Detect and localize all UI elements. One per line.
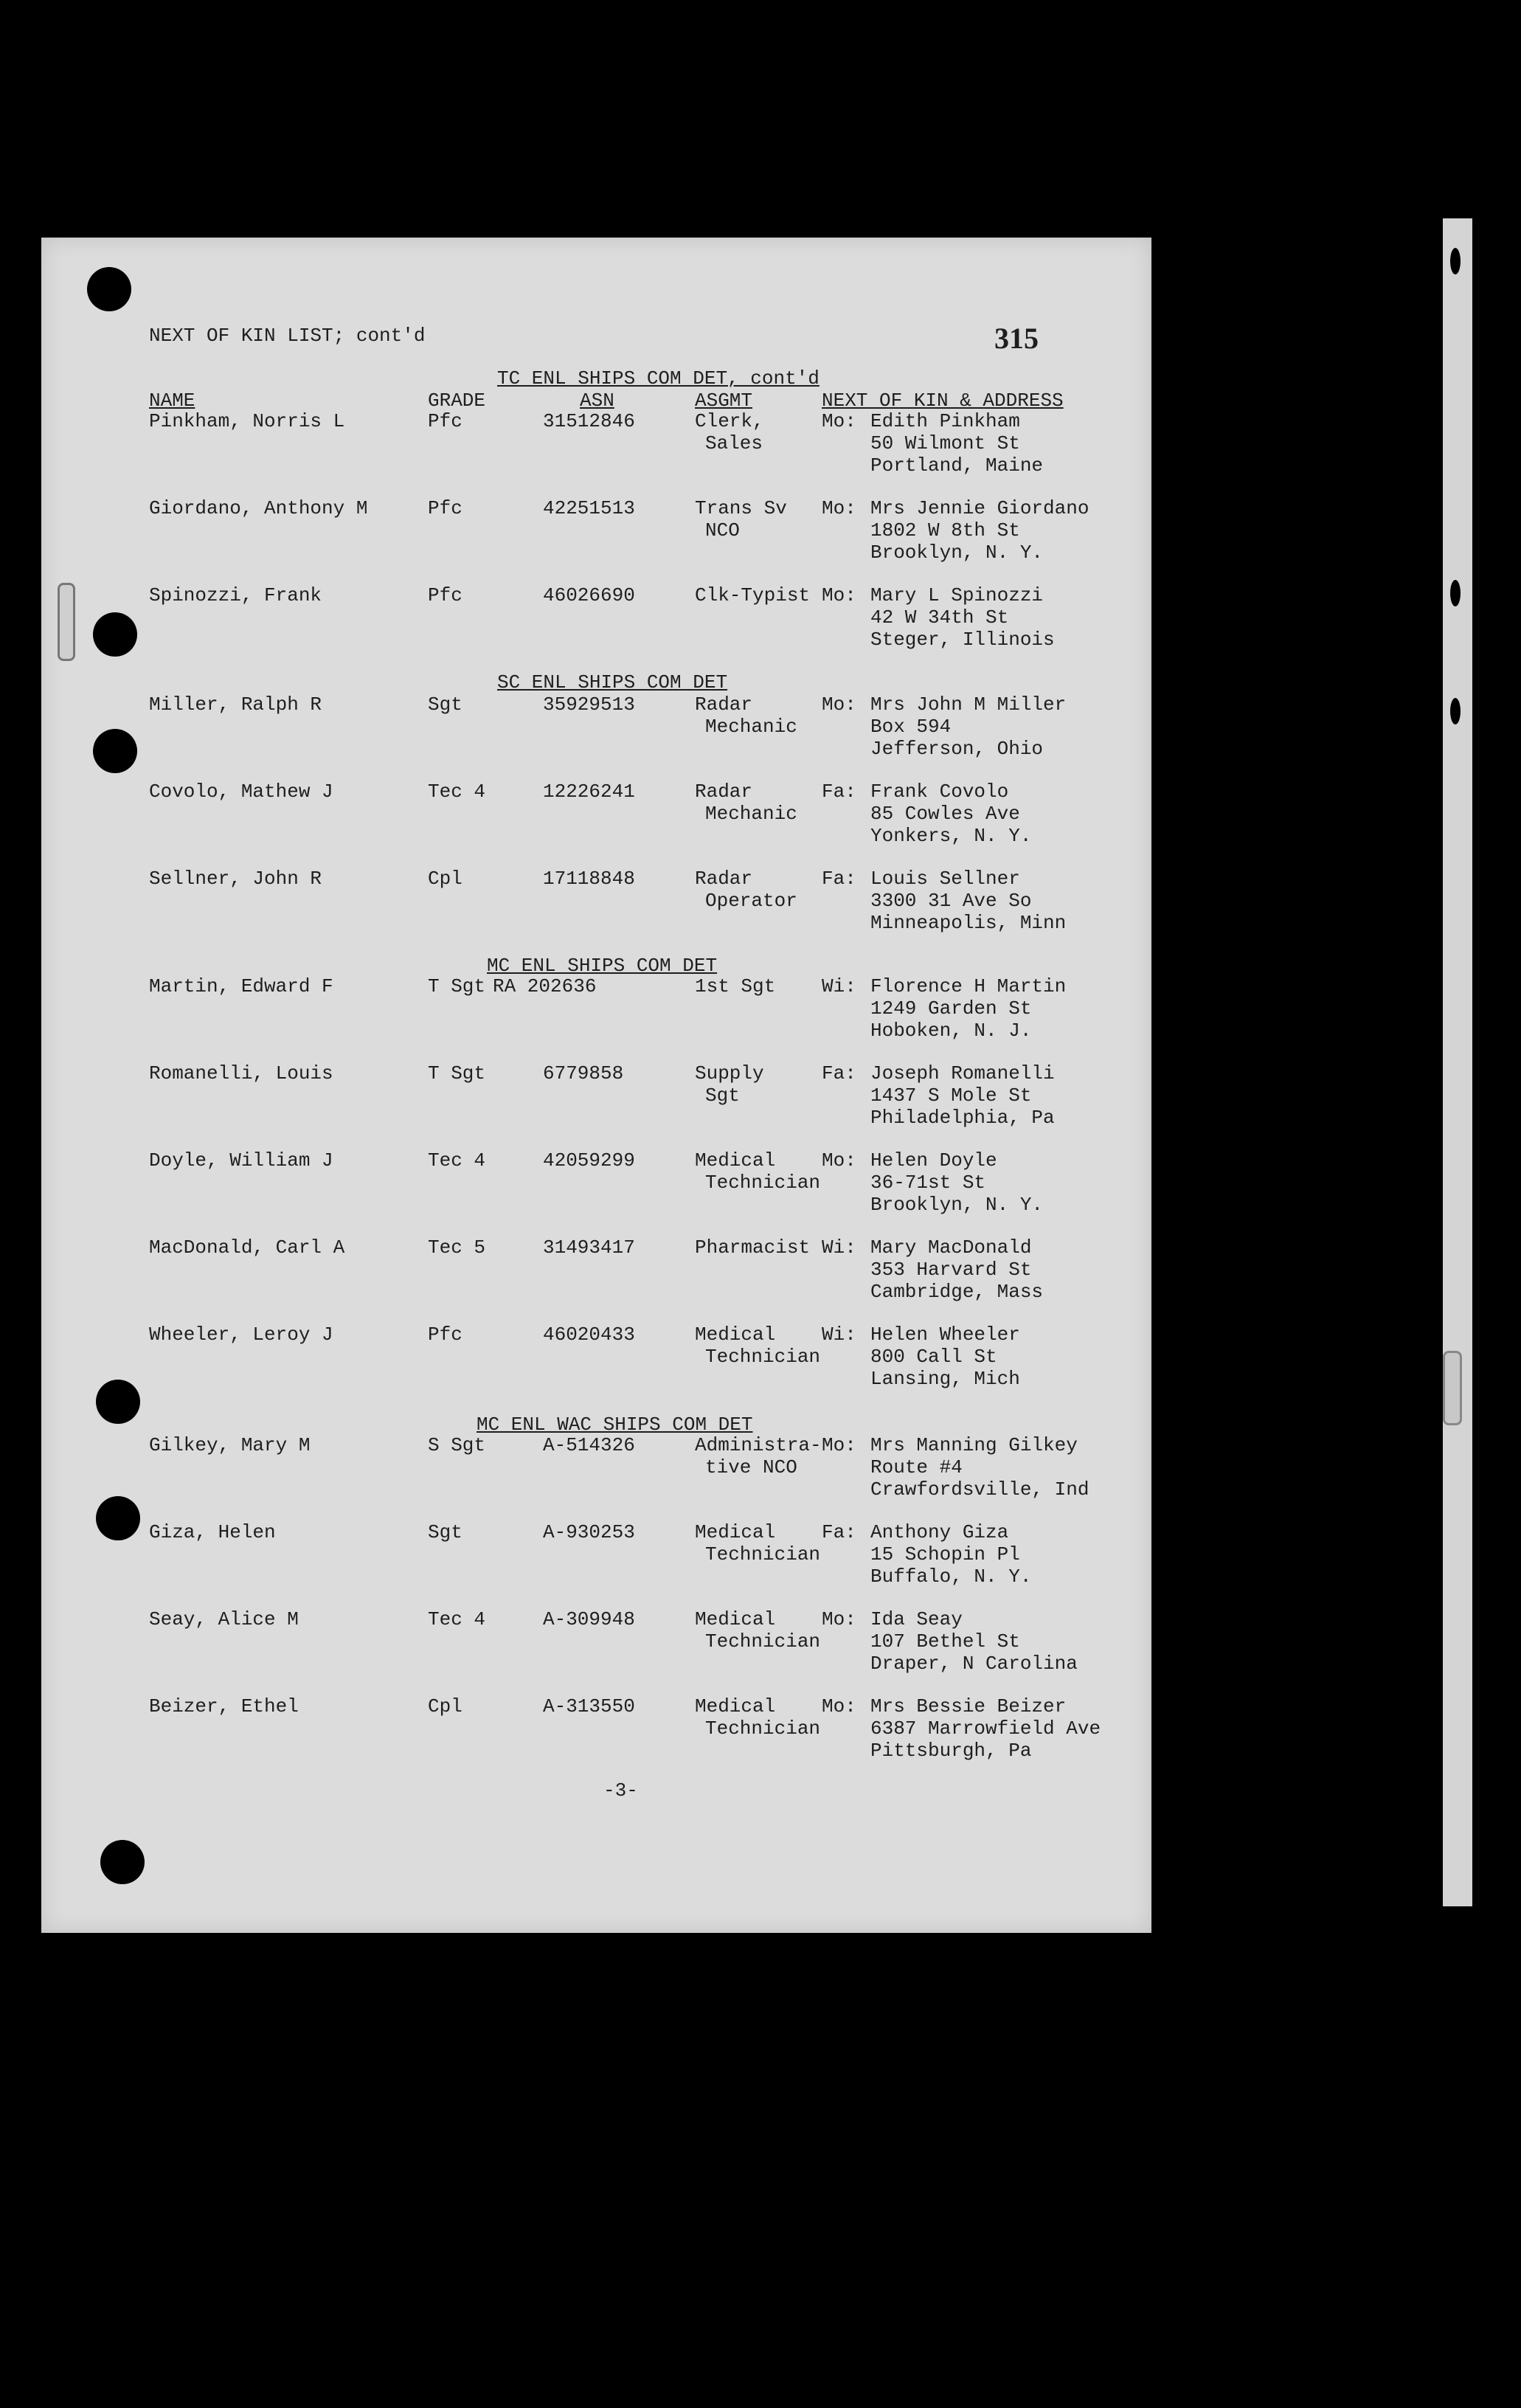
entry-name: Seay, Alice M — [149, 1608, 299, 1630]
entry-name: MacDonald, Carl A — [149, 1236, 345, 1259]
entry-kin-name: Mrs Manning Gilkey — [870, 1434, 1078, 1456]
entry-kin-city: Portland, Maine — [870, 454, 1044, 477]
entry-assignment-line: Medical — [695, 1521, 776, 1543]
entry-assignment-line: Mechanic — [705, 803, 797, 825]
entry-kin-city: Yonkers, N. Y. — [870, 825, 1032, 847]
entry-asn: 46026690 — [543, 584, 635, 606]
entry-grade: T Sgt — [428, 1062, 486, 1084]
entry-assignment-line: Technician — [705, 1346, 821, 1368]
entry-grade: Sgt — [428, 693, 462, 716]
entry-kin-city: Buffalo, N. Y. — [870, 1565, 1032, 1588]
entry-name: Doyle, William J — [149, 1149, 333, 1172]
entry-kin-city: Cambridge, Mass — [870, 1281, 1044, 1303]
column-header-kin: NEXT OF KIN & ADDRESS — [822, 390, 1064, 412]
strip-notch — [1450, 698, 1461, 724]
entry-kin-name: Anthony Giza — [870, 1521, 1009, 1543]
entry-assignment-line: Medical — [695, 1695, 776, 1717]
entry-grade: Tec 4 — [428, 1608, 486, 1630]
entry-name: Sellner, John R — [149, 868, 322, 890]
entry-relation: Fa: — [822, 1521, 856, 1543]
entry-kin-street: 107 Bethel St — [870, 1630, 1020, 1653]
entry-assignment-line: Mechanic — [705, 716, 797, 738]
entry-assignment-line: tive NCO — [705, 1456, 797, 1478]
entry-relation: Mo: — [822, 1608, 856, 1630]
entry-asn: 46020433 — [543, 1324, 635, 1346]
entry-assignment-line: Medical — [695, 1608, 776, 1630]
entry-name: Miller, Ralph R — [149, 693, 322, 716]
entry-kin-city: Crawfordsville, Ind — [870, 1478, 1089, 1501]
entry-asn: 42251513 — [543, 497, 635, 519]
entry-kin-name: Helen Wheeler — [870, 1324, 1020, 1346]
section-title-mcwac: MC ENL WAC SHIPS COM DET — [477, 1414, 753, 1436]
entry-grade: Sgt — [428, 1521, 462, 1543]
entry-grade: Cpl — [428, 1695, 462, 1717]
section-title-mc: MC ENL SHIPS COM DET — [487, 955, 718, 977]
entry-relation: Mo: — [822, 693, 856, 716]
punch-hole — [96, 1380, 140, 1424]
entry-kin-street: 1249 Garden St — [870, 997, 1032, 1020]
paper-clip — [58, 583, 75, 661]
entry-asn: 6779858 — [543, 1062, 624, 1084]
strip-notch — [1450, 580, 1461, 606]
strip-clip — [1443, 1351, 1462, 1425]
entry-grade: T Sgt — [428, 975, 486, 997]
entry-assignment-line: Pharmacist — [695, 1236, 811, 1259]
entry-kin-city: Brooklyn, N. Y. — [870, 1194, 1044, 1216]
entry-assignment-line: Administra- — [695, 1434, 822, 1456]
punch-hole — [96, 1496, 140, 1540]
punch-hole — [87, 267, 131, 311]
entry-name: Romanelli, Louis — [149, 1062, 333, 1084]
page-number: 315 — [994, 322, 1039, 355]
section-title-tc: TC ENL SHIPS COM DET, cont'd — [497, 367, 820, 390]
entry-kin-name: Ida Seay — [870, 1608, 963, 1630]
entry-name: Wheeler, Leroy J — [149, 1324, 333, 1346]
entry-grade: Tec 5 — [428, 1236, 486, 1259]
entry-assignment-line: Sales — [705, 432, 763, 454]
entry-kin-city: Minneapolis, Minn — [870, 912, 1067, 934]
entry-kin-name: Frank Covolo — [870, 781, 1009, 803]
entry-kin-name: Mary L Spinozzi — [870, 584, 1044, 606]
entry-kin-name: Mrs Jennie Giordano — [870, 497, 1089, 519]
entry-assignment-line: Radar — [695, 693, 753, 716]
entry-assignment-line: Clk-Typist — [695, 584, 811, 606]
entry-relation: Mo: — [822, 410, 856, 432]
entry-grade: Pfc — [428, 410, 462, 432]
entry-kin-street: 36-71st St — [870, 1172, 986, 1194]
entry-relation: Fa: — [822, 868, 856, 890]
entry-assignment-line: Technician — [705, 1717, 821, 1740]
entry-kin-name: Helen Doyle — [870, 1149, 997, 1172]
entry-kin-street: 42 W 34th St — [870, 606, 1009, 629]
entry-kin-city: Pittsburgh, Pa — [870, 1740, 1032, 1762]
entry-name: Spinozzi, Frank — [149, 584, 322, 606]
entry-kin-street: 1437 S Mole St — [870, 1084, 1032, 1107]
punch-hole — [93, 729, 137, 773]
entry-grade: Pfc — [428, 584, 462, 606]
entry-grade: S Sgt — [428, 1434, 486, 1456]
entry-assignment-line: Technician — [705, 1172, 821, 1194]
entry-name: Covolo, Mathew J — [149, 781, 333, 803]
entry-grade: Pfc — [428, 1324, 462, 1346]
entry-assignment-line: Technician — [705, 1630, 821, 1653]
entry-kin-street: 6387 Marrowfield Ave — [870, 1717, 1101, 1740]
entry-asn: 12226241 — [543, 781, 635, 803]
entry-assignment-line: Trans Sv — [695, 497, 787, 519]
entry-kin-city: Hoboken, N. J. — [870, 1020, 1032, 1042]
entry-name: Giza, Helen — [149, 1521, 276, 1543]
entry-kin-name: Louis Sellner — [870, 868, 1020, 890]
column-header-asgmt: ASGMT — [695, 390, 753, 412]
entry-kin-name: Edith Pinkham — [870, 410, 1020, 432]
entry-asn: A-930253 — [543, 1521, 635, 1543]
entry-asn: 17118848 — [543, 868, 635, 890]
entry-kin-street: 353 Harvard St — [870, 1259, 1032, 1281]
entry-asn: RA 202636 — [493, 975, 597, 997]
entry-assignment-line: Technician — [705, 1543, 821, 1565]
entry-kin-city: Philadelphia, Pa — [870, 1107, 1055, 1129]
punch-hole — [93, 612, 137, 657]
entry-assignment-line: Medical — [695, 1149, 776, 1172]
strip-notch — [1450, 248, 1461, 274]
entry-grade: Tec 4 — [428, 781, 486, 803]
entry-name: Beizer, Ethel — [149, 1695, 299, 1717]
entry-name: Pinkham, Norris L — [149, 410, 345, 432]
column-header-asn: ASN — [580, 390, 614, 412]
list-title: NEXT OF KIN LIST; cont'd — [149, 325, 426, 347]
entry-grade: Cpl — [428, 868, 462, 890]
entry-kin-street: 15 Schopin Pl — [870, 1543, 1020, 1565]
entry-asn: 31493417 — [543, 1236, 635, 1259]
entry-relation: Mo: — [822, 497, 856, 519]
entry-kin-street: 3300 31 Ave So — [870, 890, 1032, 912]
entry-kin-street: 800 Call St — [870, 1346, 997, 1368]
column-header-grade: GRADE — [428, 390, 486, 412]
entry-name: Giordano, Anthony M — [149, 497, 368, 519]
entry-relation: Mo: — [822, 1434, 856, 1456]
entry-asn: 31512846 — [543, 410, 635, 432]
entry-grade: Tec 4 — [428, 1149, 486, 1172]
entry-assignment-line: NCO — [705, 519, 740, 542]
entry-assignment-line: 1st Sgt — [695, 975, 776, 997]
entry-kin-name: Florence H Martin — [870, 975, 1067, 997]
entry-kin-street: Route #4 — [870, 1456, 963, 1478]
entry-asn: A-514326 — [543, 1434, 635, 1456]
entry-kin-name: Joseph Romanelli — [870, 1062, 1055, 1084]
entry-relation: Wi: — [822, 975, 856, 997]
entry-kin-city: Lansing, Mich — [870, 1368, 1020, 1390]
entry-assignment-line: Operator — [705, 890, 797, 912]
entry-asn: 42059299 — [543, 1149, 635, 1172]
document-page — [41, 238, 1151, 1933]
entry-assignment-line: Medical — [695, 1324, 776, 1346]
entry-assignment-line: Sgt — [705, 1084, 740, 1107]
entry-kin-city: Draper, N Carolina — [870, 1653, 1078, 1675]
entry-kin-city: Steger, Illinois — [870, 629, 1055, 651]
entry-assignment-line: Radar — [695, 868, 753, 890]
column-header-name: NAME — [149, 390, 195, 412]
entry-kin-street: 1802 W 8th St — [870, 519, 1020, 542]
entry-kin-name: Mary MacDonald — [870, 1236, 1032, 1259]
section-title-sc: SC ENL SHIPS COM DET — [497, 671, 728, 693]
entry-kin-street: 85 Cowles Ave — [870, 803, 1020, 825]
entry-kin-city: Brooklyn, N. Y. — [870, 542, 1044, 564]
entry-assignment-line: Radar — [695, 781, 753, 803]
entry-relation: Fa: — [822, 1062, 856, 1084]
entry-relation: Mo: — [822, 1695, 856, 1717]
entry-assignment-line: Supply — [695, 1062, 764, 1084]
entry-relation: Mo: — [822, 584, 856, 606]
entry-name: Gilkey, Mary M — [149, 1434, 311, 1456]
entry-assignment-line: Clerk, — [695, 410, 764, 432]
adjacent-page-strip — [1443, 218, 1472, 1906]
entry-asn: 35929513 — [543, 693, 635, 716]
entry-relation: Wi: — [822, 1236, 856, 1259]
entry-kin-city: Jefferson, Ohio — [870, 738, 1044, 760]
entry-asn: A-313550 — [543, 1695, 635, 1717]
entry-relation: Fa: — [822, 781, 856, 803]
entry-kin-street: 50 Wilmont St — [870, 432, 1020, 454]
entry-kin-name: Mrs John M Miller — [870, 693, 1067, 716]
punch-hole — [100, 1840, 145, 1884]
entry-kin-street: Box 594 — [870, 716, 952, 738]
entry-asn: A-309948 — [543, 1608, 635, 1630]
page-footer: -3- — [603, 1779, 638, 1802]
entry-name: Martin, Edward F — [149, 975, 333, 997]
entry-kin-name: Mrs Bessie Beizer — [870, 1695, 1067, 1717]
entry-relation: Mo: — [822, 1149, 856, 1172]
entry-grade: Pfc — [428, 497, 462, 519]
entry-relation: Wi: — [822, 1324, 856, 1346]
